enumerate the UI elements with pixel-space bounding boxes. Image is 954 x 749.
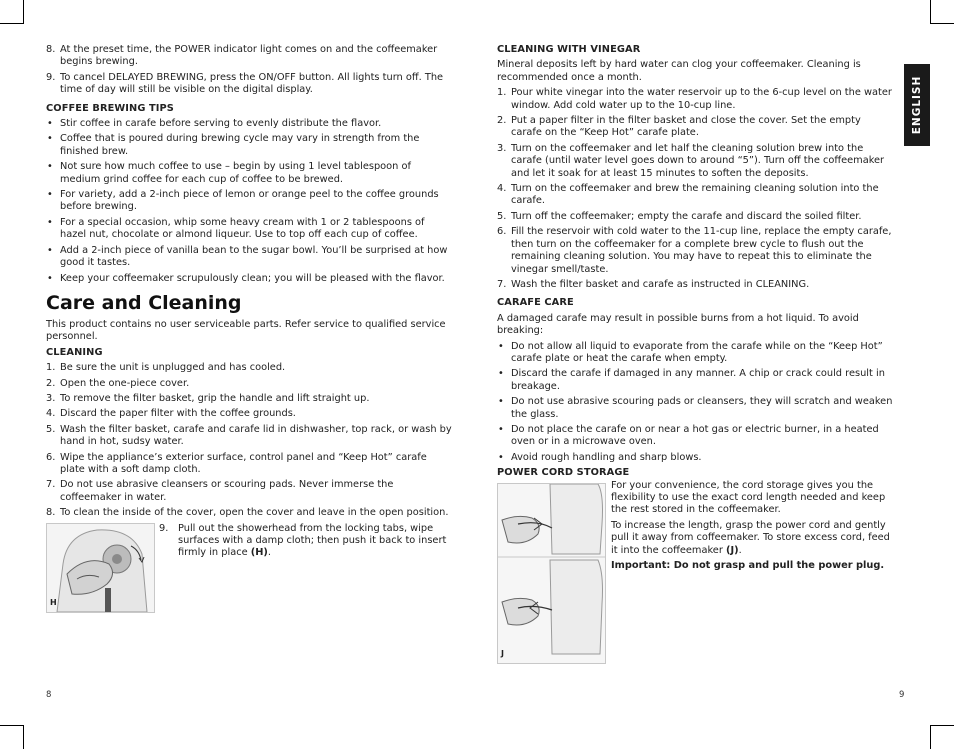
tips-list (46, 118, 453, 285)
list-item: • Stir coffee in carafe before serving to evenly distribute the flavor. (46, 118, 453, 130)
list-item: • For variety, add a 2-inch piece of lemon or orange peel to the coffee grounds before brewing. (46, 189, 453, 214)
crop-mark (930, 725, 931, 749)
list-item: 7. Wash the filter basket and carafe as instructed in CLEANING. (497, 278, 810, 290)
list-item: • Not sure how much coffee to use – begin by using 1 level tablespoon of medium grind coffee for each cup of coffee to be brewed. (46, 161, 453, 186)
care-intro: This product contains no user serviceable parts. Refer service to qualified service personnel. (46, 318, 446, 343)
list-item: 2. Put a paper filter in the filter basket and close the cover. Set the empty carafe on the “Keep Hot” carafe plate. (497, 115, 861, 139)
list-item: 9. To cancel DELAYED BREWING, press the ON/OFF button. All lights turn off. The time of day will still be visible on the digital display. (46, 71, 444, 96)
cleaning-steps-list (46, 362, 453, 519)
crop-mark (0, 23, 24, 24)
crop-mark (0, 725, 24, 726)
tips-heading: COFFEE BREWING TIPS (46, 102, 174, 114)
language-tab (904, 64, 930, 146)
page-number-left: 8 (46, 690, 52, 700)
figure-label: H (50, 598, 57, 608)
vinegar-steps-list (497, 87, 893, 291)
cord-heading: POWER CORD STORAGE (497, 467, 630, 479)
vinegar-intro: Mineral deposits left by hard water can clog your coffeemaker. Cleaning is recommended once a month. (497, 59, 861, 83)
list-item: • For a special occasion, whip some heavy cream with 1 or 2 tablespoons of hazel nut, chocolate or almond liqueur. Use to top off each cup of coffee. (46, 217, 453, 242)
list-item: • Discard the carafe if damaged in any manner. A chip or crack could result in breakage. (497, 368, 893, 393)
figure-label: J (501, 649, 504, 659)
list-item: 9. Pull out the showerhead from the locking tabs, wipe surfaces with a damp cloth; then push it back to insert firmly in place (H). (159, 522, 447, 559)
list-item: 1. Be sure the unit is unplugged and has cooled. (46, 362, 286, 374)
cord-storage-illustration (498, 484, 605, 663)
list-item: 8. At the preset time, the POWER indicator light comes on and the coffeemaker begins brewing. (46, 44, 438, 68)
crop-mark (930, 725, 954, 726)
right-column (497, 44, 893, 664)
cord-paragraph: For your convenience, the cord storage gives you the flexibility to use the exact cord length needed and keep the rest stored in the coffeemaker. (611, 479, 886, 516)
crop-mark (930, 23, 954, 24)
figure-h (46, 523, 155, 613)
section-title: Care and Cleaning (46, 291, 242, 314)
list-item: 5. Wash the filter basket, carafe and carafe lid in dishwasher, top rack, or wash by hand in hot, sudsy water. (46, 423, 452, 448)
list-item: • Do not place the carafe on or near a hot gas or electric burner, in a heated oven or in a microwave oven. (497, 424, 893, 449)
vinegar-heading: CLEANING WITH VINEGAR (497, 44, 641, 55)
list-item: 4. Discard the paper filter with the coffee grounds. (46, 408, 296, 420)
list-item: 6. Fill the reservoir with cold water to the 11-cup line, replace the empty carafe, then turn on the coffeemaker for a complete brew cycle to flush out the remaining cleaning solution. You may have to repeat this to eliminate the vinegar smell/taste. (497, 226, 892, 275)
list-item: 7. Do not use abrasive cleansers or scouring pads. Never immerse the coffeemaker in water. (46, 479, 394, 503)
list-item: • Do not use abrasive scouring pads or cleansers, they will scratch and weaken the glass. (497, 396, 893, 421)
list-item: • Coffee that is poured during brewing cycle may vary in strength from the finished brew. (46, 133, 453, 158)
cleaning-heading: CLEANING (46, 346, 103, 358)
crop-mark (23, 725, 24, 749)
list-item: • Do not allow all liquid to evaporate from the carafe while on the “Keep Hot” carafe plate or heat the carafe when empty. (497, 341, 893, 366)
left-column (46, 44, 453, 613)
figure-j (497, 483, 606, 664)
list-item: • Avoid rough handling and sharp blows. (497, 452, 893, 464)
crop-mark (930, 0, 931, 24)
list-item: 8. To clean the inside of the cover, open the cover and leave in the open position. (46, 507, 449, 519)
list-item: 2. Open the one-piece cover. (46, 377, 190, 389)
list-item: • Keep your coffeemaker scrupulously clean; you will be pleased with the flavor. (46, 273, 453, 285)
list-item: 4. Turn on the coffeemaker and brew the remaining cleaning solution into the carafe. (497, 183, 879, 207)
cord-paragraph: To increase the length, grasp the power cord and gently pull it away from coffeemaker. To store excess cord, feed it into the coffeemaker (J). (611, 519, 890, 556)
crop-mark (23, 0, 24, 24)
carafe-heading: CARAFE CARE (497, 297, 574, 309)
carafe-list (497, 341, 893, 465)
list-item: 3. To remove the filter basket, grip the handle and lift straight up. (46, 392, 370, 404)
carafe-intro: A damaged carafe may result in possible burns from a hot liquid. To avoid breaking: (497, 312, 859, 337)
list-item: 6. Wipe the appliance’s exterior surface, control panel and “Keep Hot” carafe plate with a soft damp cloth. (46, 451, 427, 475)
list-item: 3. Turn on the coffeemaker and let half the cleaning solution brew into the carafe (until water level goes down to around “5”). Turn off the coffeemaker and let it soak for at least 15 minutes to soften the deposits. (497, 142, 885, 179)
showerhead-illustration (47, 524, 154, 612)
brewing-steps-list (46, 44, 453, 97)
list-item: • Add a 2-inch piece of vanilla bean to the sugar bowl. You’ll be surprised at how good it tastes. (46, 245, 453, 270)
page-number-right: 9 (899, 690, 905, 700)
list-item: 1. Pour white vinegar into the water reservoir up to the 6-cup level on the water window. Add cold water up to the 10-cup line. (497, 87, 892, 111)
list-item: 5. Turn off the coffeemaker; empty the carafe and discard the soiled filter. (497, 210, 862, 222)
language-tab-label: ENGLISH (911, 75, 923, 135)
cord-warning: Important: Do not grasp and pull the power plug. (611, 560, 885, 572)
